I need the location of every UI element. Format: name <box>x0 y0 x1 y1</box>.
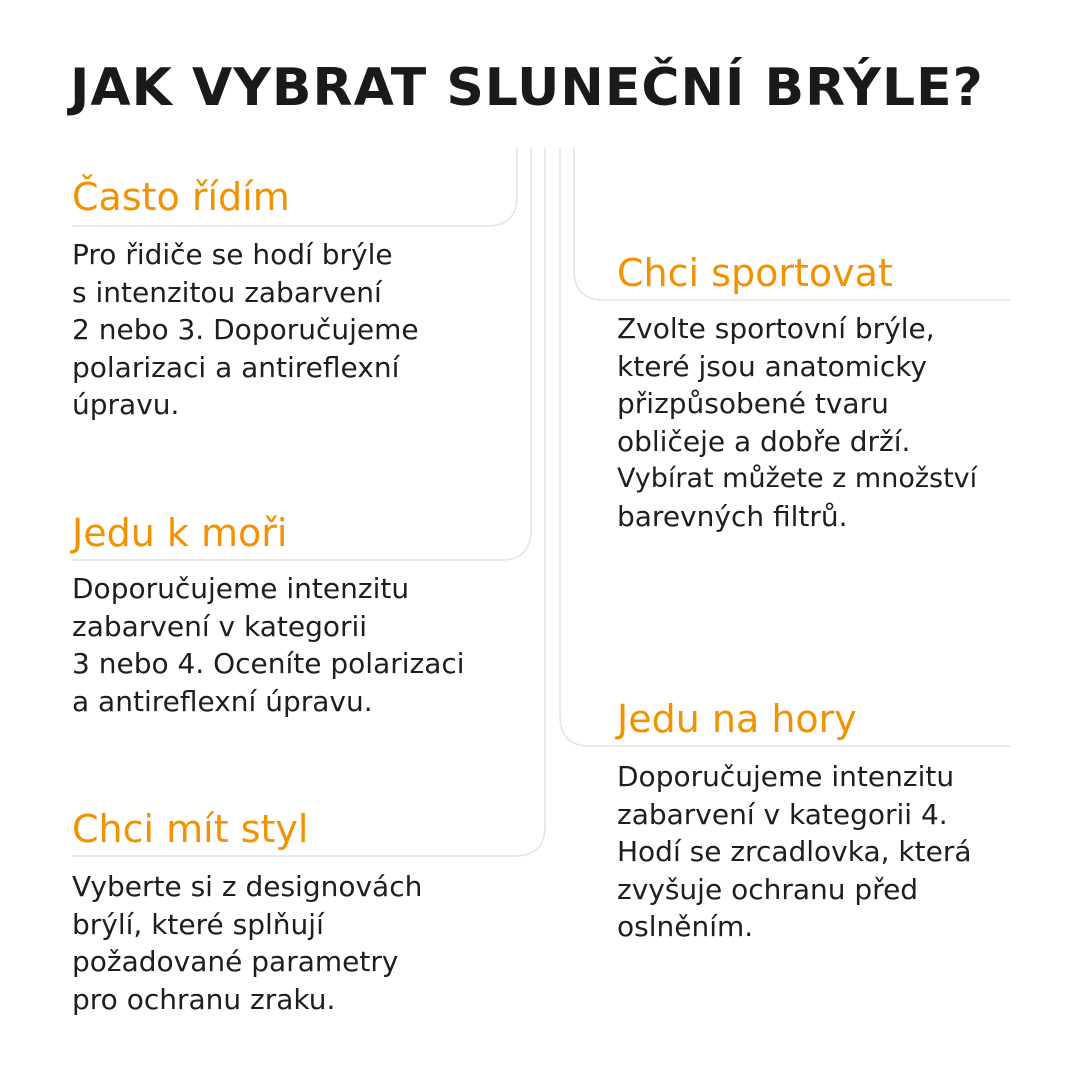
section-sea <box>72 510 465 720</box>
body-line: a antireflexní úpravu. <box>72 684 373 718</box>
body-line: Pro řidiče se hodí brýle <box>72 238 393 271</box>
section-heading: Jedu na hory <box>617 697 857 741</box>
section-body <box>72 570 465 720</box>
body-line: Doporučujeme intenzitu <box>72 572 410 605</box>
body-line: zvyšuje ochranu před <box>617 872 919 906</box>
body-line: Doporučujeme intenzitu <box>617 760 955 793</box>
section-heading: Chci sportovat <box>617 251 893 295</box>
body-line: Hodí se zrcadlovka, která <box>617 835 972 868</box>
section-body <box>72 236 419 424</box>
section-heading: Chci mít styl <box>72 807 309 851</box>
body-line: polarizaci a antireflexní <box>72 350 400 384</box>
body-line: zabarvení v kategorii <box>72 609 368 643</box>
body-line: Vyberte si z designovách <box>72 870 423 903</box>
section-often-drive <box>72 174 419 424</box>
body-line: úpravu. <box>72 388 180 421</box>
body-line: 3 nebo 4. Oceníte polarizaci <box>72 647 465 680</box>
body-line: zabarvení v kategorii 4. <box>617 797 948 831</box>
body-line: pro ochranu zraku. <box>72 982 336 1016</box>
section-style <box>72 806 422 1018</box>
body-line: barevných filtrů. <box>617 499 848 533</box>
section-sport <box>617 250 977 535</box>
body-line: Vybírat můžete z množství <box>617 463 978 494</box>
section-body <box>617 310 977 535</box>
body-line: přizpůsobené tvaru <box>617 387 889 420</box>
body-line: brýlí, které splňují <box>72 907 324 941</box>
page-title: JAK VYBRAT SLUNEČNÍ BRÝLE? <box>70 58 984 118</box>
section-mountains <box>617 696 972 946</box>
body-line: požadované parametry <box>72 945 399 978</box>
body-line: Zvolte sportovní brýle, <box>617 312 935 345</box>
section-body <box>72 868 422 1018</box>
section-heading: Často řídím <box>72 175 290 219</box>
body-line: které jsou anatomicky <box>617 349 927 383</box>
section-body <box>617 758 972 946</box>
body-line: oslněním. <box>617 910 754 943</box>
body-line: obličeje a dobře drží. <box>617 424 911 458</box>
body-line: 2 nebo 3. Doporučujeme <box>72 313 419 346</box>
body-line: s intenzitou zabarvení <box>72 275 382 309</box>
section-heading: Jedu k moři <box>72 511 288 555</box>
